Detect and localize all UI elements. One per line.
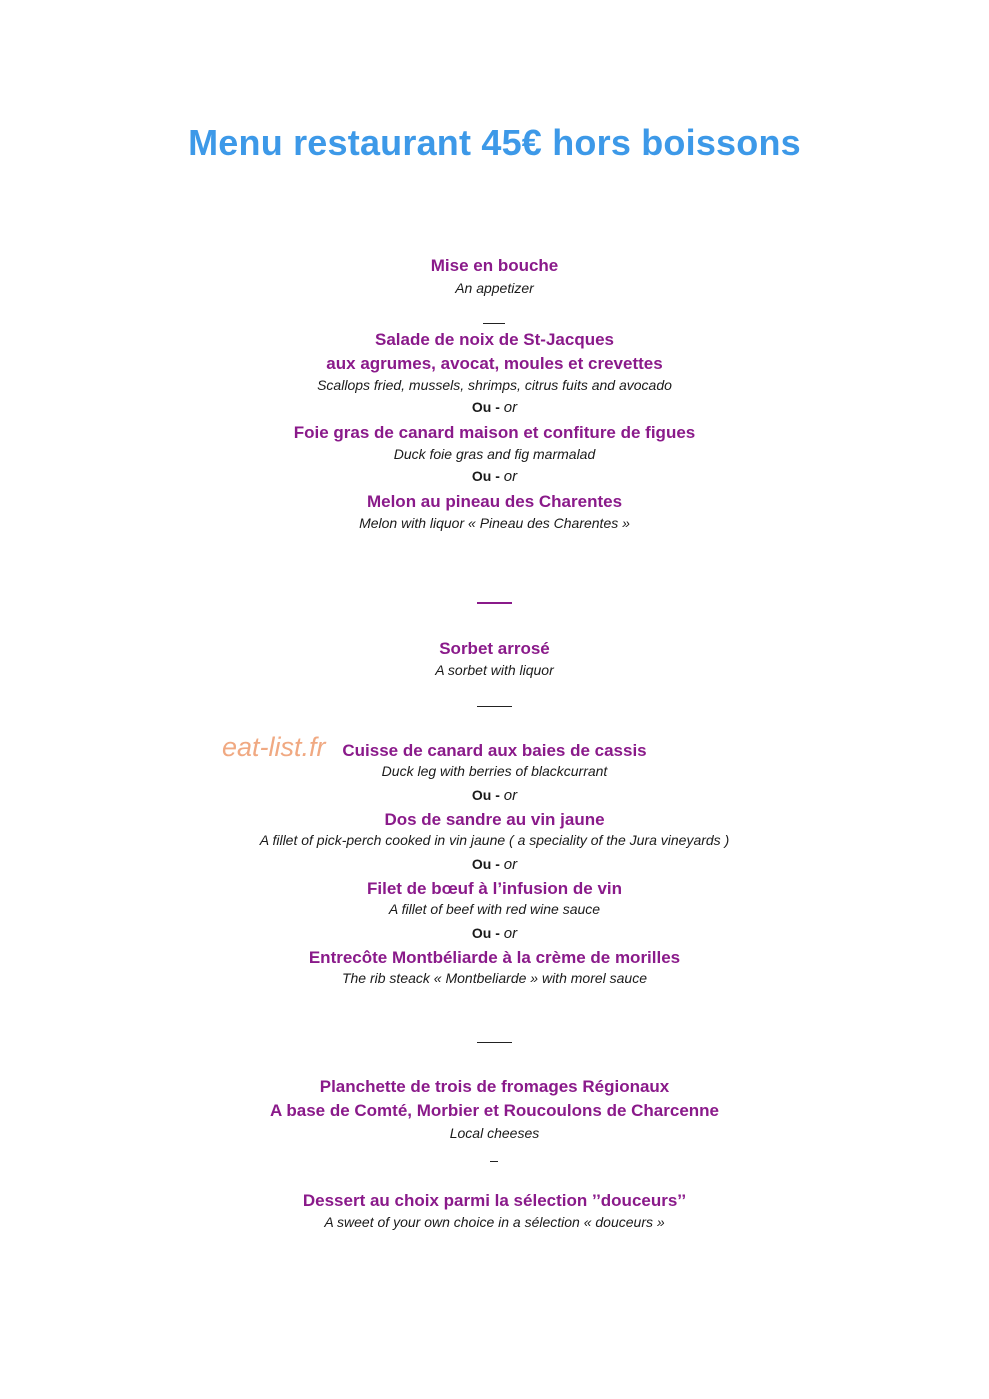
desc-main-1: Duck leg with berries of blackcurrant xyxy=(381,763,608,779)
dish-starter-1-line1: Salade de noix de St-Jacques xyxy=(374,330,615,349)
desc-dessert: A sweet of your own choice in a sélection « douceurs » xyxy=(324,1214,665,1230)
dish-starter-3: Melon au pineau des Charentes xyxy=(366,492,623,511)
dish-cheese-line2: A base de Comté, Morbier et Roucoulons de Charcenne xyxy=(269,1101,719,1120)
dish-main-3: Filet de bœuf à l’infusion de vin xyxy=(367,879,622,898)
desc-sorbet: A sorbet with liquor xyxy=(435,662,554,678)
or-divider: Ou - or xyxy=(471,856,518,873)
desc-starter-1: Scallops fried, mussels, shrimps, citrus fuits and avocado xyxy=(317,377,672,393)
desc-main-3: A fillet of beef with red wine sauce xyxy=(388,901,601,917)
desc-starter-3: Melon with liquor « Pineau des Charentes » xyxy=(359,515,630,531)
dish-main-1: Cuisse de canard aux baies de cassis xyxy=(342,741,647,760)
separator xyxy=(477,1042,512,1043)
dish-amuse-bouche: Mise en bouche xyxy=(430,256,559,275)
separator xyxy=(490,1161,498,1162)
desc-amuse-bouche: An appetizer xyxy=(455,280,534,296)
dish-starter-2: Foie gras de canard maison et confiture de figues xyxy=(293,423,696,442)
desc-main-4: The rib steack « Montbeliarde » with morel sauce xyxy=(341,970,648,986)
separator xyxy=(483,323,505,324)
dish-sorbet: Sorbet arrosé xyxy=(439,639,550,658)
separator xyxy=(477,706,512,707)
separator xyxy=(477,602,512,604)
or-divider: Ou - or xyxy=(471,925,518,942)
dish-dessert: Dessert au choix parmi la sélection ’’douceurs’’ xyxy=(302,1191,687,1210)
desc-cheese: Local cheeses xyxy=(449,1125,540,1141)
desc-main-2: A fillet of pick-perch cooked in vin jaune ( a speciality of the Jura vineyards ) xyxy=(259,832,730,848)
or-divider: Ou - or xyxy=(471,787,518,804)
watermark-logo: eat-list.fr xyxy=(222,732,326,762)
or-divider: Ou - or xyxy=(471,468,518,485)
dish-cheese-line1: Planchette de trois de fromages Régionaux xyxy=(319,1077,670,1096)
or-divider: Ou - or xyxy=(471,399,518,416)
page-title: Menu restaurant 45€ hors boissons xyxy=(188,122,801,163)
desc-starter-2: Duck foie gras and fig marmalad xyxy=(393,446,596,462)
dish-main-4: Entrecôte Montbéliarde à la crème de morilles xyxy=(308,948,681,967)
dish-main-2: Dos de sandre au vin jaune xyxy=(384,810,605,829)
dish-starter-1-line2: aux agrumes, avocat, moules et crevettes xyxy=(326,354,663,373)
